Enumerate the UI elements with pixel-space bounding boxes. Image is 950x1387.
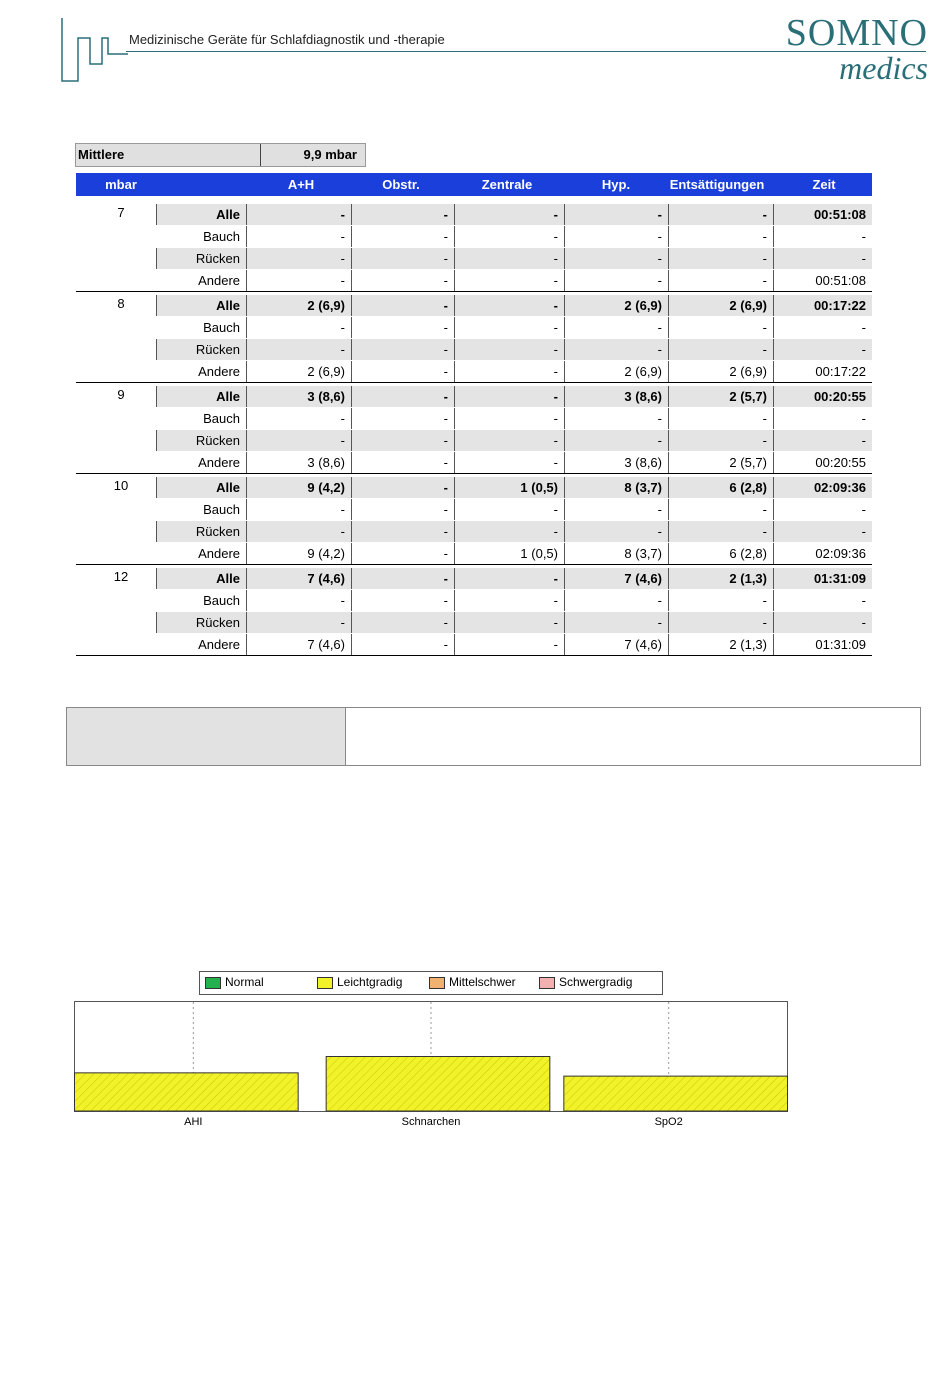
table-cell: -	[668, 521, 773, 542]
position-label: Bauch	[203, 411, 240, 426]
table-cell: 9 (4,2)	[246, 543, 351, 564]
table-cell: -	[246, 430, 351, 451]
position-label: Bauch	[203, 229, 240, 244]
table-row	[76, 408, 872, 429]
chart-bar-ahi	[75, 1073, 299, 1111]
table-cell: 00:17:22	[773, 295, 872, 316]
table-cell: 2 (5,7)	[668, 386, 773, 407]
legend-swatch	[429, 977, 445, 989]
table-cell: -	[773, 590, 872, 611]
mean-pressure-box	[75, 143, 366, 167]
position-label: Andere	[198, 273, 240, 288]
position-label: Rücken	[156, 612, 246, 633]
table-cell: -	[351, 295, 454, 316]
table-row	[76, 270, 872, 291]
position-label: Rücken	[156, 339, 246, 360]
table-cell: -	[564, 430, 668, 451]
table-group	[76, 201, 872, 292]
table-cell: -	[246, 317, 351, 338]
table-cell: 00:51:08	[773, 204, 872, 225]
table-row	[76, 634, 872, 655]
table-cell: 6 (2,8)	[668, 477, 773, 498]
col-header-zeit: Zeit	[812, 177, 836, 192]
table-cell: 2 (1,3)	[668, 568, 773, 589]
table-cell: 2 (5,7)	[668, 452, 773, 473]
legend-label: Leichtgradig	[337, 975, 403, 989]
table-cell: 8 (3,7)	[564, 543, 668, 564]
legend-item-mittelschwer	[429, 975, 516, 989]
table-cell: -	[454, 612, 564, 633]
table-cell: -	[351, 568, 454, 589]
logo-somno: SOMNO	[785, 12, 928, 54]
position-label: Alle	[156, 295, 246, 316]
position-label: Andere	[198, 455, 240, 470]
position-label: Alle	[156, 386, 246, 407]
pressure-table	[76, 201, 872, 656]
table-cell: -	[668, 612, 773, 633]
pressure-level: 10	[113, 478, 129, 493]
table-cell: -	[246, 590, 351, 611]
table-cell: -	[351, 204, 454, 225]
table-cell: -	[454, 499, 564, 520]
table-cell: -	[668, 590, 773, 611]
table-cell: -	[454, 339, 564, 360]
legend-swatch	[539, 977, 555, 989]
table-group	[76, 292, 872, 383]
table-cell: -	[454, 386, 564, 407]
position-label: Alle	[156, 568, 246, 589]
table-cell: -	[351, 477, 454, 498]
col-header-mbar: mbar	[105, 177, 137, 192]
table-cell: 00:20:55	[773, 386, 872, 407]
table-cell: -	[668, 226, 773, 247]
table-cell: -	[454, 270, 564, 291]
table-cell: 01:31:09	[773, 634, 872, 655]
table-cell: -	[246, 499, 351, 520]
table-cell: 02:09:36	[773, 543, 872, 564]
table-cell: -	[564, 521, 668, 542]
position-label: Andere	[198, 637, 240, 652]
table-cell: -	[454, 317, 564, 338]
table-cell: -	[246, 248, 351, 269]
legend-item-schwergradig	[539, 975, 632, 989]
table-cell: 2 (6,9)	[246, 361, 351, 382]
table-cell: -	[351, 634, 454, 655]
table-cell: -	[351, 361, 454, 382]
table-cell: 2 (1,3)	[668, 634, 773, 655]
table-cell: -	[246, 339, 351, 360]
table-cell: -	[668, 408, 773, 429]
table-cell: -	[668, 499, 773, 520]
table-cell: -	[351, 612, 454, 633]
mean-pressure-label: Mittlere	[78, 147, 125, 162]
table-cell: -	[773, 408, 872, 429]
table-row	[76, 477, 872, 498]
table-cell: 3 (8,6)	[246, 452, 351, 473]
table-cell: -	[668, 270, 773, 291]
table-row	[76, 521, 872, 542]
table-group	[76, 383, 872, 474]
table-row	[76, 295, 872, 316]
table-cell: -	[564, 317, 668, 338]
company-tagline: Medizinische Geräte für Schlafdiagnostik und -therapie	[129, 32, 445, 47]
table-cell: 2 (6,9)	[564, 295, 668, 316]
table-cell: -	[454, 568, 564, 589]
table-cell: -	[564, 612, 668, 633]
table-cell: -	[773, 499, 872, 520]
table-cell: 7 (4,6)	[246, 568, 351, 589]
table-cell: 2 (6,9)	[564, 361, 668, 382]
position-label: Andere	[198, 546, 240, 561]
table-cell: 2 (6,9)	[246, 295, 351, 316]
table-cell: -	[454, 452, 564, 473]
table-row	[76, 430, 872, 451]
table-row	[76, 339, 872, 360]
table-cell: -	[351, 248, 454, 269]
table-cell: 2 (6,9)	[668, 361, 773, 382]
table-cell: -	[564, 270, 668, 291]
position-label: Alle	[156, 204, 246, 225]
table-cell: -	[351, 499, 454, 520]
table-cell: -	[773, 226, 872, 247]
legend-label: Schwergradig	[559, 975, 633, 989]
table-cell: 1 (0,5)	[454, 543, 564, 564]
table-cell: -	[351, 386, 454, 407]
table-cell: 7 (4,6)	[564, 634, 668, 655]
table-cell: 9 (4,2)	[246, 477, 351, 498]
table-cell: -	[564, 248, 668, 269]
table-cell: -	[454, 521, 564, 542]
table-cell: -	[454, 226, 564, 247]
table-cell: -	[454, 361, 564, 382]
table-cell: -	[351, 408, 454, 429]
position-label: Bauch	[203, 320, 240, 335]
table-row	[76, 543, 872, 564]
table-cell: -	[454, 408, 564, 429]
table-cell: -	[773, 521, 872, 542]
table-row	[76, 226, 872, 247]
mean-pressure-value: 9,9 mbar	[303, 147, 357, 162]
pressure-level: 9	[117, 387, 125, 402]
table-cell: 02:09:36	[773, 477, 872, 498]
severity-bar-chart	[74, 1000, 790, 1130]
blank-info-box	[66, 707, 921, 766]
table-cell: -	[351, 270, 454, 291]
table-cell: -	[773, 317, 872, 338]
col-header-obstr: Obstr.	[382, 177, 420, 192]
table-row	[76, 499, 872, 520]
table-cell: 00:20:55	[773, 452, 872, 473]
table-cell: -	[454, 590, 564, 611]
table-cell: -	[351, 339, 454, 360]
table-cell: 7 (4,6)	[564, 568, 668, 589]
table-row	[76, 452, 872, 473]
table-cell: -	[246, 226, 351, 247]
table-cell: 00:51:08	[773, 270, 872, 291]
table-cell: -	[668, 317, 773, 338]
table-cell: 1 (0,5)	[454, 477, 564, 498]
legend-item-normal	[205, 975, 264, 989]
table-cell: -	[564, 204, 668, 225]
table-row	[76, 361, 872, 382]
legend-label: Normal	[225, 975, 264, 989]
table-cell: 3 (8,6)	[564, 386, 668, 407]
table-cell: -	[668, 204, 773, 225]
col-header-entsaettigungen: Entsättigungen	[669, 177, 765, 192]
table-header	[76, 173, 872, 196]
pressure-level: 8	[117, 296, 125, 311]
table-cell: -	[773, 430, 872, 451]
table-cell: -	[564, 590, 668, 611]
position-label: Bauch	[203, 502, 240, 517]
position-label: Bauch	[203, 593, 240, 608]
table-row	[76, 612, 872, 633]
table-cell: -	[668, 248, 773, 269]
table-cell: 8 (3,7)	[564, 477, 668, 498]
mean-pressure-divider	[260, 144, 261, 166]
table-cell: 6 (2,8)	[668, 543, 773, 564]
page-header	[0, 0, 950, 95]
table-row	[76, 317, 872, 338]
table-cell: -	[454, 430, 564, 451]
table-cell: -	[351, 521, 454, 542]
table-row	[76, 248, 872, 269]
table-group	[76, 474, 872, 565]
company-logo-mark-icon	[60, 16, 130, 84]
table-cell: -	[773, 248, 872, 269]
table-row	[76, 386, 872, 407]
chart-category-label: SpO2	[654, 1116, 683, 1128]
position-label: Rücken	[156, 430, 246, 451]
table-cell: -	[351, 543, 454, 564]
table-cell: -	[351, 226, 454, 247]
table-row	[76, 568, 872, 589]
chart-bar-schnarchen	[326, 1057, 550, 1112]
table-cell: -	[454, 248, 564, 269]
table-cell: -	[564, 408, 668, 429]
table-cell: -	[773, 339, 872, 360]
logo-medics: medics	[839, 50, 928, 86]
table-cell: -	[564, 339, 668, 360]
position-label: Alle	[156, 477, 246, 498]
position-label: Rücken	[156, 248, 246, 269]
table-cell: -	[246, 408, 351, 429]
table-cell: -	[773, 612, 872, 633]
position-label: Rücken	[156, 521, 246, 542]
col-header-zentrale: Zentrale	[481, 177, 533, 192]
col-header-hyp: Hyp.	[601, 177, 631, 192]
table-cell: -	[351, 430, 454, 451]
chart-category-label: AHI	[184, 1116, 203, 1128]
table-group	[76, 565, 872, 656]
table-cell: -	[351, 452, 454, 473]
chart-category-label: Schnarchen	[401, 1116, 461, 1128]
table-cell: -	[454, 634, 564, 655]
table-cell: -	[351, 590, 454, 611]
chart-legend	[199, 971, 663, 995]
table-cell: 00:17:22	[773, 361, 872, 382]
table-cell: -	[246, 521, 351, 542]
table-cell: -	[246, 270, 351, 291]
position-label: Andere	[198, 364, 240, 379]
table-cell: 01:31:09	[773, 568, 872, 589]
table-cell: -	[454, 204, 564, 225]
table-row	[76, 204, 872, 225]
legend-item-leichtgradig	[317, 975, 402, 989]
blank-info-box-label-area	[67, 708, 346, 765]
col-header-ah: A+H	[287, 177, 315, 192]
table-cell: -	[668, 339, 773, 360]
legend-label: Mittelschwer	[449, 975, 516, 989]
table-cell: -	[351, 317, 454, 338]
table-cell: -	[246, 612, 351, 633]
table-cell: 3 (8,6)	[564, 452, 668, 473]
table-cell: -	[246, 204, 351, 225]
table-cell: -	[564, 499, 668, 520]
legend-swatch	[317, 977, 333, 989]
pressure-level: 12	[113, 569, 129, 584]
table-row	[76, 590, 872, 611]
chart-bar-spo2	[564, 1076, 788, 1111]
pressure-level: 7	[117, 205, 125, 220]
table-cell: -	[564, 226, 668, 247]
table-cell: 7 (4,6)	[246, 634, 351, 655]
table-cell: 3 (8,6)	[246, 386, 351, 407]
table-cell: 2 (6,9)	[668, 295, 773, 316]
table-cell: -	[668, 430, 773, 451]
legend-swatch	[205, 977, 221, 989]
table-cell: -	[454, 295, 564, 316]
